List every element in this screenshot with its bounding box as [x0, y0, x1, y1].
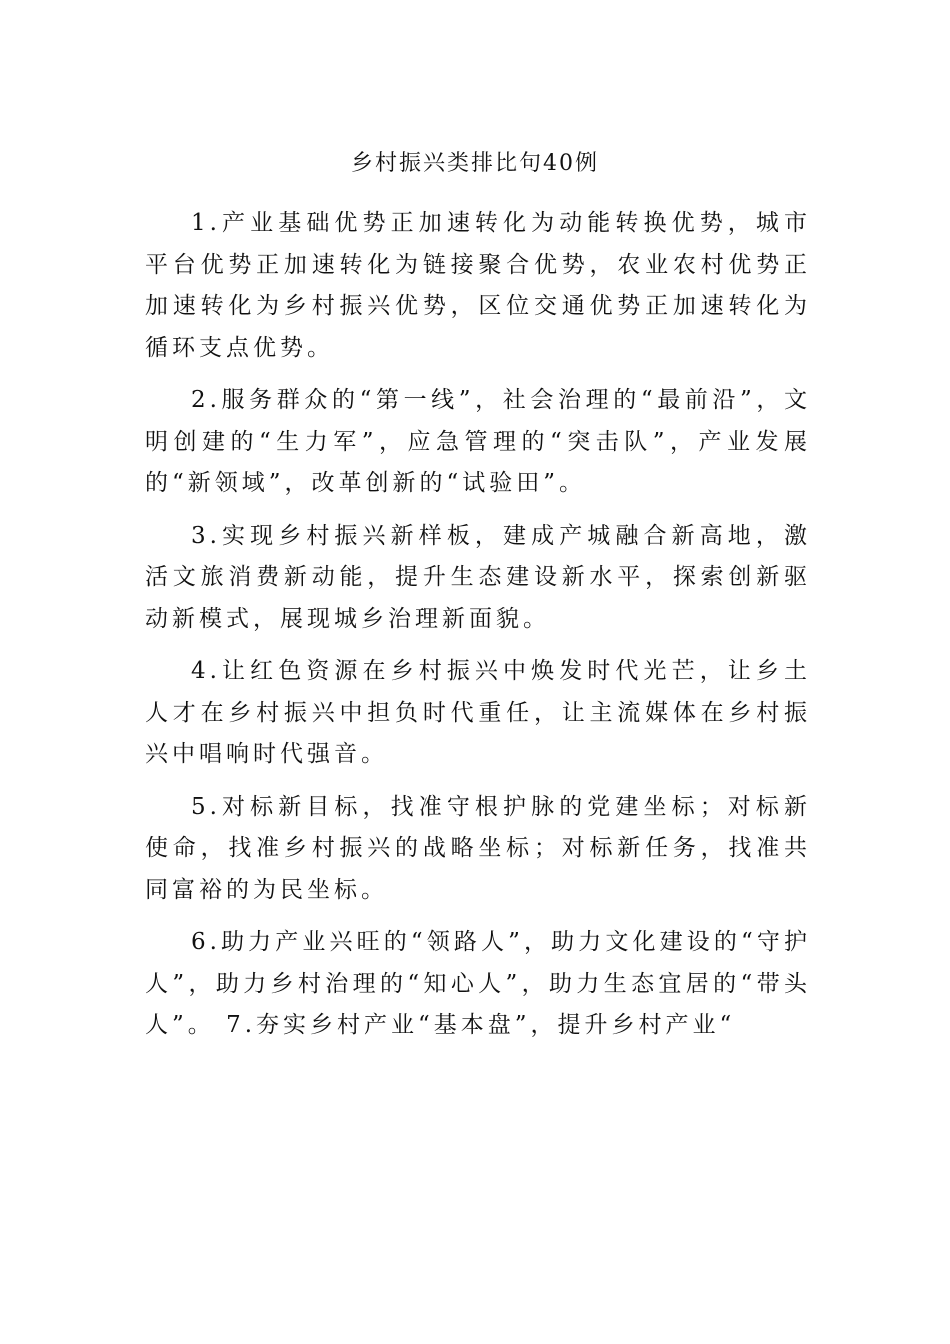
paragraph-2: 2.服务群众的“第一线”，社会治理的“最前沿”，文明创建的“生力军”，应急管理的“突击队”，产业发展的“新领域”，改革创新的“试验田”。: [145, 387, 811, 496]
paragraph-5: 5.对标新目标，找准守根护脉的党建坐标；对标新使命，找准乡村振兴的战略坐标；对标新任务，找准共同富裕的为民坐标。: [145, 793, 811, 903]
document-title: 乡村振兴类排比句40例: [351, 151, 599, 176]
paragraph-1: 1.产业基础优势正加速转化为动能转换优势，城市平台优势正加速转化为链接聚合优势，农业农村优势正加速转化为乡村振兴优势，区位交通优势正加速转化为循环支点优势。: [145, 210, 811, 361]
paragraph-4: 4.让红色资源在乡村振兴中焕发时代光芒，让乡土人才在乡村振兴中担负时代重任，让主流媒体在乡村振兴中唱响时代强音。: [145, 658, 811, 767]
paragraph-3: 3.实现乡村振兴新样板，建成产城融合新高地，激活文旅消费新动能，提升生态建设新水平，探索创新驱动新模式，展现城乡治理新面貌。: [145, 522, 811, 632]
document-body: [145, 203, 811, 1058]
paragraph-6: 6.助力产业兴旺的“领路人”，助力文化建设的“守护人”，助力乡村治理的“知心人”，助力生态宜居的“带头人”。 7.夯实乡村产业“基本盘”，提升乡村产业“: [145, 929, 811, 1038]
